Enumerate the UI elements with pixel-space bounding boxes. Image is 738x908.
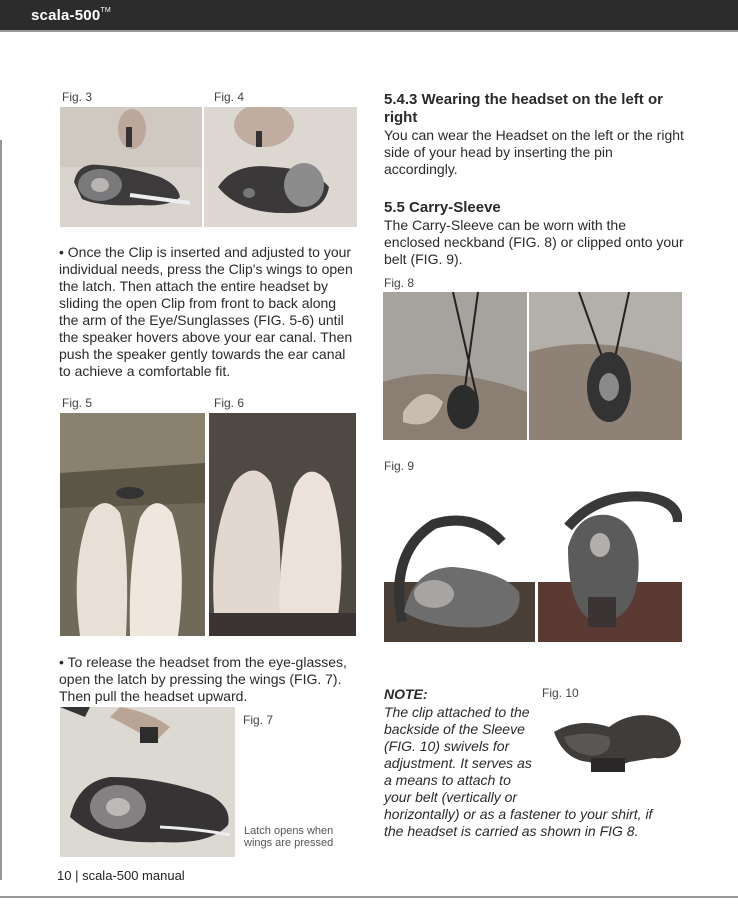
fig10-label: Fig. 10 [542, 686, 579, 700]
fig7-caption: Latch opens when wings are pressed [244, 825, 334, 849]
page-number: 10 [57, 868, 72, 883]
heading-5-5: 5.5 Carry-Sleeve [384, 199, 501, 216]
left-margin-rule [0, 140, 2, 880]
fig5-label: Fig. 5 [62, 396, 93, 410]
page-header [0, 0, 738, 30]
bottom-rule [0, 896, 738, 898]
paragraph-5-4-3: You can wear the Headset on the left or the right side of your head by inserting the pin accordingly. [384, 127, 684, 177]
fig9-photo-left [384, 512, 535, 642]
note-text-part2: horizontally) or as a fastener to your shirt, if the headset is carried as shown in FIG 8. [384, 806, 653, 839]
fig9-photo-right [538, 487, 682, 642]
fig6-label: Fig. 6 [214, 396, 245, 410]
page-footer: 10 | scala-500 manual [57, 868, 185, 883]
heading-5-4-3: 5.4.3 Wearing the headset on the left or right [384, 91, 663, 126]
fig3-label: Fig. 3 [62, 90, 93, 104]
note-title: NOTE: [384, 686, 428, 702]
note-text-part1: The clip attached to the backside of the Sleeve (FIG. 10) swivels for adjustment. It serves as a means to attach to your belt (vertically or [384, 704, 532, 805]
fig6-photo [209, 413, 356, 636]
paragraph-5-5: The Carry-Sleeve can be worn with the enclosed neckband (FIG. 8) or clipped onto your belt (FIG. 9). [384, 217, 684, 267]
footer-title: scala-500 manual [82, 868, 185, 883]
paragraph-release: • To release the headset from the eye-glasses, open the latch by pressing the wings (FIG. 7). Then pull the headset upward. [59, 654, 347, 704]
fig5-photo [60, 413, 205, 636]
brand-title: scala-500™ [31, 7, 111, 24]
fig10-photo [549, 702, 684, 782]
fig8-label: Fig. 8 [384, 276, 415, 290]
fig4-photo [204, 107, 357, 227]
fig8-photo-left [383, 292, 527, 440]
fig7-photo [60, 707, 235, 857]
header-rule [0, 30, 738, 32]
fig4-label: Fig. 4 [214, 90, 245, 104]
fig8-photo-right [529, 292, 682, 440]
fig9-label: Fig. 9 [384, 459, 415, 473]
fig3-photo [60, 107, 202, 227]
paragraph-attach: • Once the Clip is inserted and adjusted to your individual needs, press the Clip's wings to open the latch. Then attach the entire headset by sliding the open Clip from front to back along the arm of the Eye/Sunglasses (FIG. 5-6) until the speaker hovers above your ear canal. Then push the speaker gently towards the ear canal to achieve a comfortable fit. [59, 244, 353, 379]
fig7-label: Fig. 7 [243, 713, 274, 727]
